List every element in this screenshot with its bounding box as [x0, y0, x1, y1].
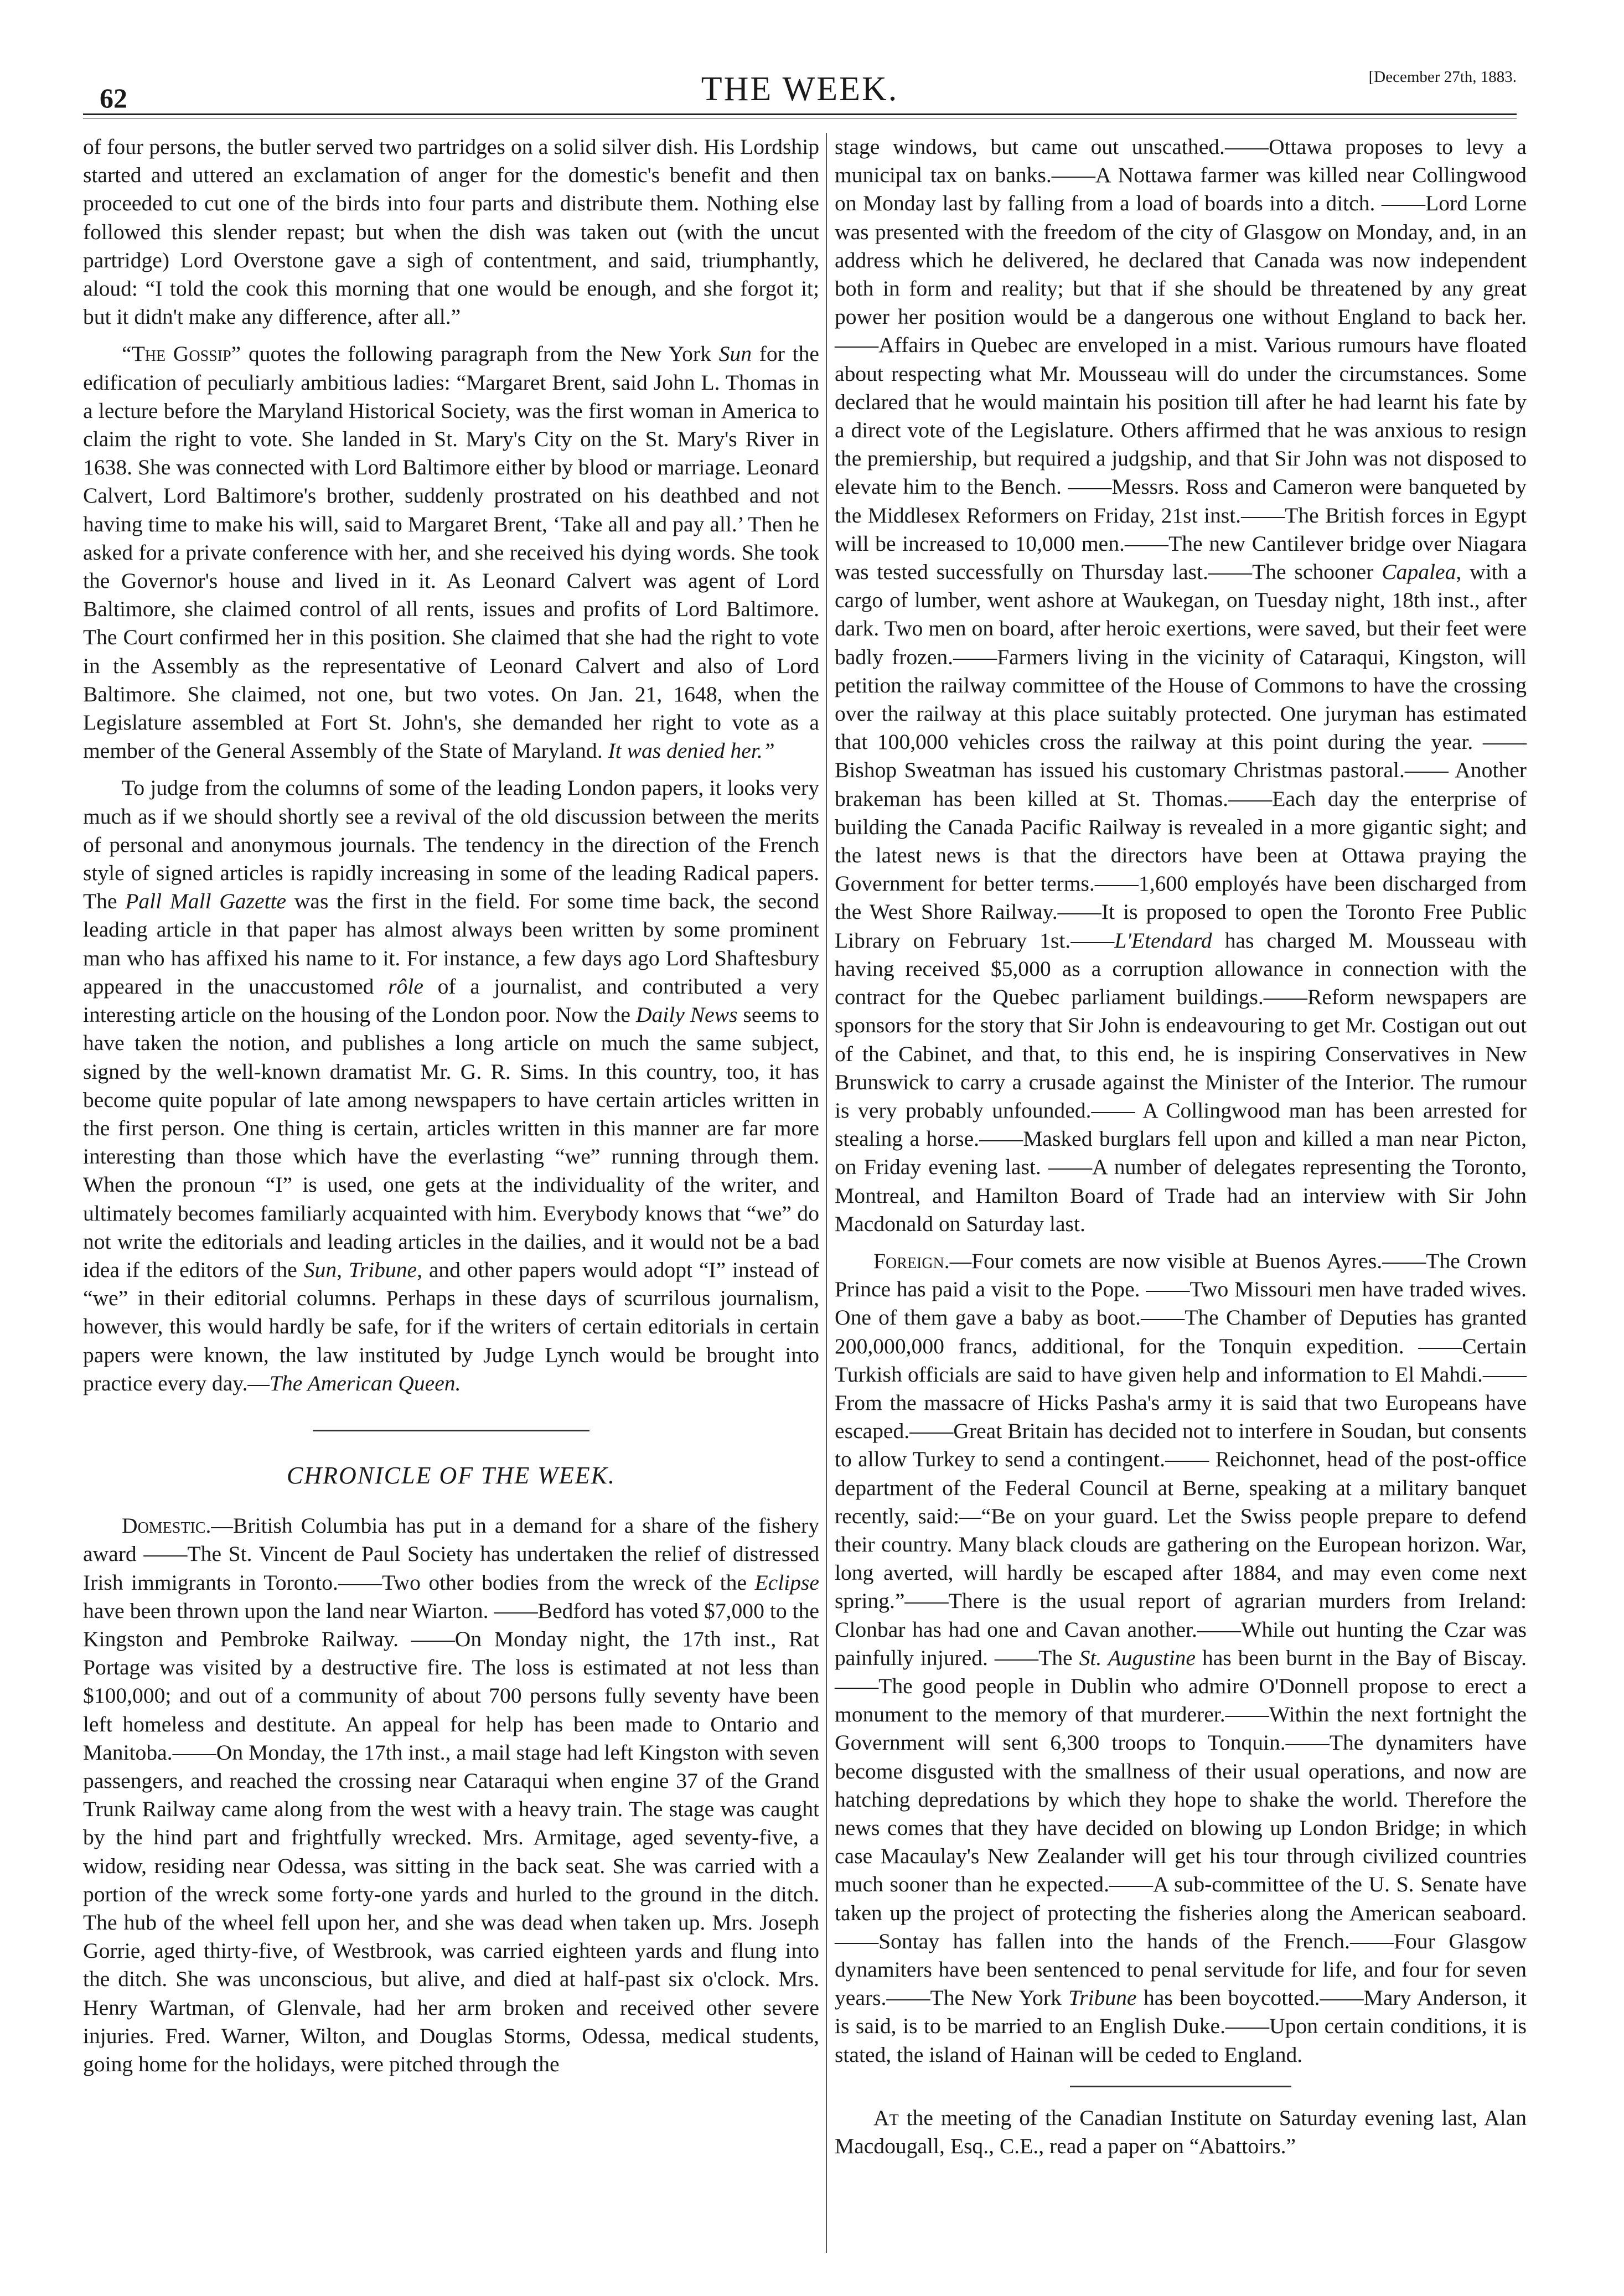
paragraph-journalism: To judge from the columns of some of the leading London papers, it looks very much as if we should shortly see a revival of the old discussion between the merits of personal and anonymous journals. The tendency in the direction of the French style of signed articles is rapidly increasing in some of the leading Radical papers. The Pall Mall Gazette was the first in the field. For some time back, the second leading article in that paper has almost always been written by some prominent man who has affixed his name to it. For instance, a few days ago Lord Shaftesbury appeared in the unaccustomed rôle of a journalist, and contributed a very interesting article on the housing of the London poor. Now the Daily News seems to have taken the notion, and publishes a long article on much the same subject, signed by the well-known dramatist Mr. G. R. Sims. In this country, too, it has become quite popular of late among newspapers to have certain articles written in the first person. One thing is certain, articles written in this manner are far more interesting than those which have the everlasting “we” running through them. When the pronoun “I” is used, one gets at the individuality of the writer, and ultimately becomes familiarly acquainted with him. Everybody knows that “we” do not write the editorials and leading articles in the dailies, and it would not be a bad idea if the editors of the Sun, Tribune, and other papers would adopt “I” instead of “we” in their editorial columns. Perhaps in these days of scurrilous journalism, however, this would hardly be safe, for if the writers of certain editorials in certain papers were known, the law instituted by Judge Lynch would be brought into practice every day.—The American Queen.: [83, 775, 820, 1395]
page-number: 62: [100, 82, 127, 113]
running-title: THE WEEK.: [701, 70, 899, 108]
foreign-lead: Foreign.: [873, 1248, 950, 1273]
page-header: [83, 65, 1517, 113]
domestic-lead: Domestic.: [122, 1513, 211, 1538]
chronicle-title: CHRONICLE OF THE WEEK.: [287, 1461, 616, 1489]
left-column: [83, 133, 819, 2078]
right-column: [835, 133, 1527, 2160]
paragraph-domestic: Domestic.—British Columbia has put in a demand for a share of the fishery award ——The St. Vincent de Paul Society has undertaken the relief of distressed Irish immigrants in Toronto.——Two other bodies from the wreck of the Eclipse have been thrown upon the land near Wiarton. ——Bedford has voted $7,000 to the Kingston and Pembroke Railway. ——On Monday night, the 17th inst., Rat Portage was visited by a destructive fire. The loss is estimated at not less than $100,000; and out of a community of about 700 persons fully seventy have been left homeless and destitute. An appeal for help has been made to Ontario and Manitoba.——On Monday, the 17th inst., a mail stage had left Kingston with seven passengers, and reached the crossing near Cataraqui when engine 37 of the Grand Trunk Railway came along from the west with a heavy train. The stage was caught by the hind part and frightfully wrecked. Mrs. Armitage, aged seventy-five, a widow, residing near Odessa, was sitting in the back seat. She was carried with a portion of the wreck some forty-one yards and hurled to the ground in the ditch. The hub of the wheel fell upon her, and she was dead when taken up. Mrs. Joseph Gorrie, aged thirty-five, of Westbrook, was carried eighteen yards and flung into the ditch. She was unconscious, but alive, and died at half-past six o'clock. Mrs. Henry Wartman, of Glenvale, had her arm broken and received other severe injuries. Fred. Warner, Wilton, and Douglas Storms, Odessa, medical students, going home for the holidays, were pitched through the: [83, 1513, 819, 2076]
header-rule: [83, 113, 1517, 115]
paragraph-institute: At the meeting of the Canadian Institute on Saturday evening last, Alan Macdougall, Esq., C.E., read a paper on “Abattoirs.”: [835, 2105, 1527, 2159]
paragraph-gossip: “The Gossip” quotes the following paragraph from the New York Sun for the edification of peculiarly ambitious ladies: “Margaret Brent, said John L. Thomas in a lecture before the Maryland Historical Society, was the first woman in America to claim the right to vote. She landed in St. Mary's City on the St. Mary's River in 1638. She was connected with Lord Baltimore either by blood or marriage. Leonard Calvert, Lord Baltimore's brother, suddenly prostrated on his deathbed and not having time to make his will, said to Margaret Brent, ‘Take all and pay all.’ Then he asked for a private conference with her, and she received his dying words. She took the Governor's house and lived in it. As Leonard Calvert was agent of Lord Baltimore, she claimed control of all rents, issues and profits of Lord Baltimore. The Court confirmed her in this position. She claimed that she had the right to vote in the Assembly as the representative of Leonard Calvert and also of Lord Baltimore. She claimed, not one, but two votes. On Jan. 21, 1648, when the Legislature assembled at Fort St. John's, she demanded her right to vote as a member of the General Assembly of the State of Maryland. It was denied her.”: [83, 342, 819, 763]
paragraph-domestic-continued: stage windows, but came out unscathed.——Ottawa proposes to levy a municipal tax on banks.——A Nottawa farmer was killed near Collingwood on Monday last by falling from a load of boards into a ditch. ——Lord Lorne was presented with the freedom of the city of Glasgow on Monday, and, in an address which he delivered, he declared that Canada was now independent both in form and reality; but that if she should be threatened by any great power her position would be a dangerous one without England to back her.——Affairs in Quebec are enveloped in a mist. Various rumours have floated about respecting what Mr. Mousseau will do under the circumstances. Some declared that he would maintain his position till after he had learnt his fate by a direct vote of the Legislature. Others affirmed that he was anxious to resign the premiership, but required a judgship, and that Sir John was not disposed to elevate him to the Bench. ——Messrs. Ross and Cameron were banqueted by the Middlesex Reformers on Friday, 21st inst.——The British forces in Egypt will be increased to 10,000 men.——The new Cantilever bridge over Niagara was tested successfully on Thursday last.——The schooner Capalea, with a cargo of lumber, went ashore at Waukegan, on Tuesday night, 18th inst., after dark. Two men on board, after heroic exertions, were saved, but their feet were badly frozen.——Farmers living in the vicinity of Cataraqui, Kingston, will petition the railway committee of the House of Commons to have the crossing over the railway at this place suitably protected. One juryman has estimated that 100,000 vehicles cross the railway at this point during the year. ——Bishop Sweatman has issued his customary Christmas pastoral.—— Another brakeman has been killed at St. Thomas.——Each day the enterprise of building the Canada Pacific Railway is revealed in a more gigantic sight; and the latest news is that the directors have been at Ottawa praying the Government for better terms.——1,600 employés have been discharged from the West Shore Railway.——It is proposed to open the Toronto Free Public Library on February 1st.——L'Etendard has charged M. Mousseau with having received $5,000 as a corruption allowance in connection with the contract for the Quebec parliament buildings.——Reform newspapers are sponsors for the story that Sir John is endeavouring to get Mr. Costigan out out of the Cabinet, and that, to this end, he is inspiring Conservatives in New Brunswick to carry a crusade against the Minister of the Interior. The rumour is very probably unfounded.—— A Collingwood man has been arrested for stealing a horse.——Masked burglars fell upon and killed a man near Picton, on Friday evening last. ——A number of delegates representing the Toronto, Montreal, and Hamilton Board of Trade had an interview with Sir John Macdonald on Saturday last.: [835, 135, 1527, 1236]
paragraph-foreign: Foreign.—Four comets are now visible at Buenos Ayres.——The Crown Prince has paid a visit to the Pope. ——Two Missouri men have traded wives. One of them gave a baby as boot.——The Chamber of Deputies has granted 200,000,000 francs, additional, for the Tonquin expedition. ——Certain Turkish officials are said to have given help and information to El Mahdi.——From the massacre of Hicks Pasha's army it is said that two Europeans have escaped.——Great Britain has decided not to interfere in Soudan, but consents to allow Turkey to send a contingent.—— Reichonnet, head of the post-office department of the Federal Council at Berne, speaking at a military banquet recently, said:—“Be on your guard. Let the Swiss people prepare to defend their country. Many black clouds are gathering on the European horizon. War, long averted, will hardly be escaped after 1884, and may even come next spring.”——There is the usual report of agrarian murders from Ireland: Clonbar has had one and Cavan another.——While out hunting the Czar was painfully injured. ——The St. Augustine has been burnt in the Bay of Biscay.——The good people in Dublin who admire O'Donnell propose to erect a monument to the memory of that murderer.——Within the next fortnight the Government will sent 6,300 troops to Tonquin.——The dynamiters have become disgusted with the smallness of their usual operations, and now are hatching depredations by which they hope to shake the world. Therefore the news comes that they have decided on blowing up London Bridge; in which case Macaulay's New Zealander will get his tour through civilized countries much sooner than he expected.——A sub-committee of the U. S. Senate have taken up the project of protecting the fisheries along the American seaboard.——Sontay has fallen into the hands of the French.——Four Glasgow dynamiters have been sentenced to penal servitude for life, and four for seven years.——The New York Tribune has been boycotted.——Mary Anderson, it is said, is to be married to an English Duke.——Upon certain conditions, it is stated, the island of Hainan will be ceded to England.: [835, 1248, 1527, 2067]
issue-date: [December 27th, 1883.: [1368, 68, 1517, 86]
gossip-lead: “The Gossip”: [122, 342, 241, 366]
section-separator: [313, 1430, 589, 1431]
column-divider: [826, 133, 827, 2253]
institute-lead: At: [873, 2105, 899, 2130]
section-separator-short: [1070, 2086, 1291, 2087]
paragraph-overstone: of four persons, the butler served two partridges on a solid silver dish. His Lordship started and uttered an exclamation of anger for the domestic's benefit and then proceeded to cut one of the birds into four parts and distribute them. Nothing else followed this slender repast; but when the dish was taken out (with the uncut partridge) Lord Overstone gave a sigh of contentment, and said, triumphantly, aloud: “I told the cook this morning that one would be enough, and she forgot it; but it didn't make any difference, after all.”: [83, 135, 819, 329]
